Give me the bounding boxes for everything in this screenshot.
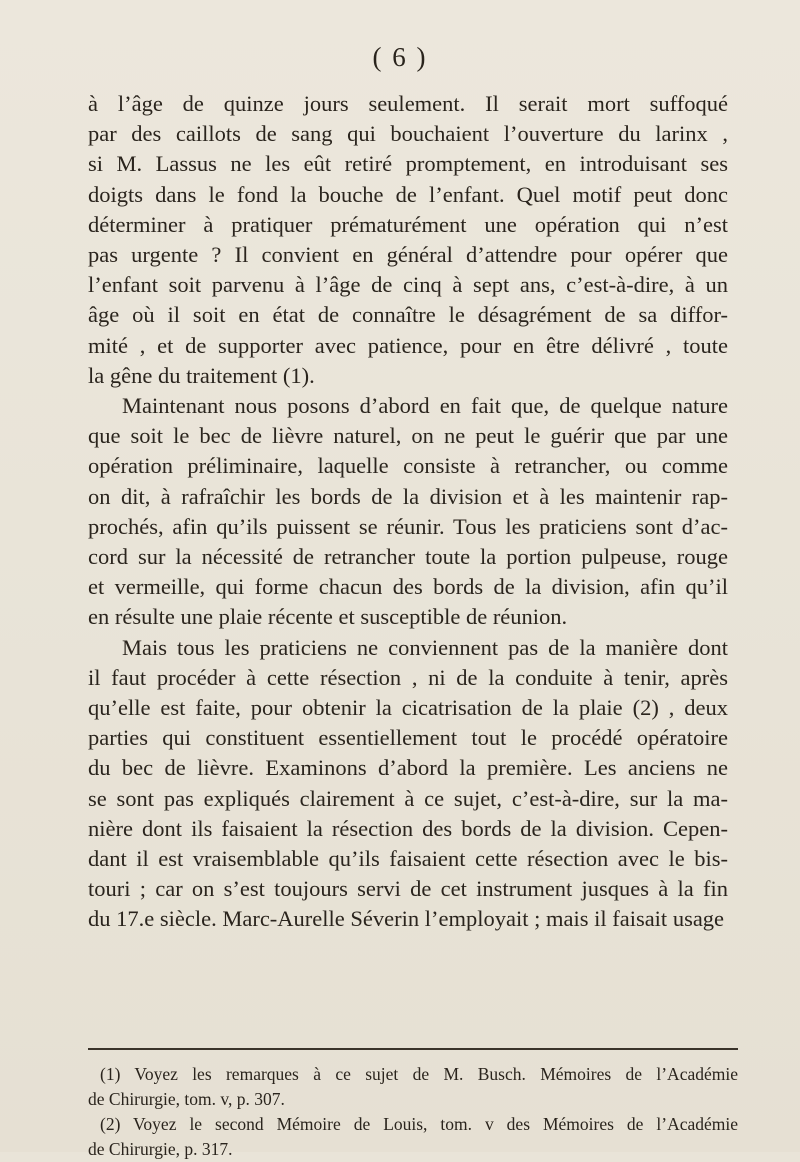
text-line: la gêne du traitement (1). xyxy=(88,362,315,388)
footnotes xyxy=(88,1062,738,1162)
paragraph-2 xyxy=(88,391,728,633)
footnote-2 xyxy=(88,1112,738,1162)
text-line: à l’âge de quinze jours seulement. Il serait mort suffoqué xyxy=(88,91,728,116)
text-line: doigts dans le fond la bouche de l’enfant. Quel motif peut donc xyxy=(88,181,728,207)
page-number: ( 6 ) xyxy=(372,42,428,72)
text-line: que soit le bec de lièvre naturel, on ne peut le guérir que par une xyxy=(88,423,728,449)
text-line: opération préliminaire, laquelle consiste à retrancher, ou comme xyxy=(88,453,728,479)
footnote-line: de Chirurgie, tom. v, p. 307. xyxy=(88,1089,285,1109)
text-line: par des caillots de sang qui bouchaient l’ouverture du larinx , xyxy=(88,121,728,147)
paragraph-1 xyxy=(88,89,728,391)
text-line: prochés, afin qu’ils puissent se réunir. Tous les praticiens sont d’ac- xyxy=(88,513,728,539)
text-line: Mais tous les praticiens ne conviennent pas de la manière dont xyxy=(122,634,728,660)
text-line: déterminer à pratiquer prématurément une opération qui n’est xyxy=(88,211,728,237)
text-line: pas urgente ? Il convient en général d’attendre pour opérer que xyxy=(88,242,728,268)
footnote-divider xyxy=(88,1048,738,1050)
text-line: et vermeille, qui forme chacun des bords de la division, afin qu’il xyxy=(88,574,728,600)
text-line: mité , et de supporter avec patience, pour en être délivré , toute xyxy=(88,332,728,358)
text-line: en résulte une plaie récente et susceptible de réunion. xyxy=(88,604,568,630)
text-line: cord sur la nécessité de retrancher toute la portion pulpeuse, rouge xyxy=(88,544,728,570)
text-line: du 17.e siècle. Marc-Aurelle Séverin l’employait ; mais il faisait usage xyxy=(88,906,725,932)
text-line: Maintenant nous posons d’abord en fait que, de quelque nature xyxy=(122,393,728,419)
text-line: touri ; car on s’est toujours servi de cet instrument jusques à la fin xyxy=(88,876,728,902)
body-text xyxy=(88,89,728,935)
text-line: qu’elle est faite, pour obtenir la cicatrisation de la plaie (2) , deux xyxy=(88,695,728,721)
text-line: on dit, à rafraîchir les bords de la division et à les maintenir rap- xyxy=(88,483,728,509)
text-line: si M. Lassus ne les eût retiré promptement, en introduisant ses xyxy=(88,151,728,177)
text-line: nière dont ils faisaient la résection des bords de la division. Cepen- xyxy=(88,815,728,841)
footnote-line: de Chirurgie, p. 317. xyxy=(88,1139,233,1159)
text-line: se sont pas expliqués clairement à ce sujet, c’est-à-dire, sur la ma- xyxy=(88,785,728,811)
text-line: âge où il soit en état de connaître le désagrément de sa diffor- xyxy=(88,302,728,328)
text-line: parties qui constituent essentiellement tout le procédé opératoire xyxy=(88,725,728,751)
text-line: l’enfant soit parvenu à l’âge de cinq à sept ans, c’est-à-dire, à un xyxy=(88,272,728,298)
footnote-1 xyxy=(88,1062,738,1112)
text-line: du bec de lièvre. Examinons d’abord la première. Les anciens ne xyxy=(88,755,728,781)
paragraph-3 xyxy=(88,633,728,935)
footnote-line: (2) Voyez le second Mémoire de Louis, tom. v des Mémoires de l’Académie xyxy=(100,1114,738,1134)
footnote-line: (1) Voyez les remarques à ce sujet de M. Busch. Mémoires de l’Académie xyxy=(100,1064,738,1084)
text-line: dant il est vraisemblable qu’ils faisaient cette résection avec le bis- xyxy=(88,846,728,872)
text-line: il faut procéder à cette résection , ni de la conduite à tenir, après xyxy=(88,664,728,690)
